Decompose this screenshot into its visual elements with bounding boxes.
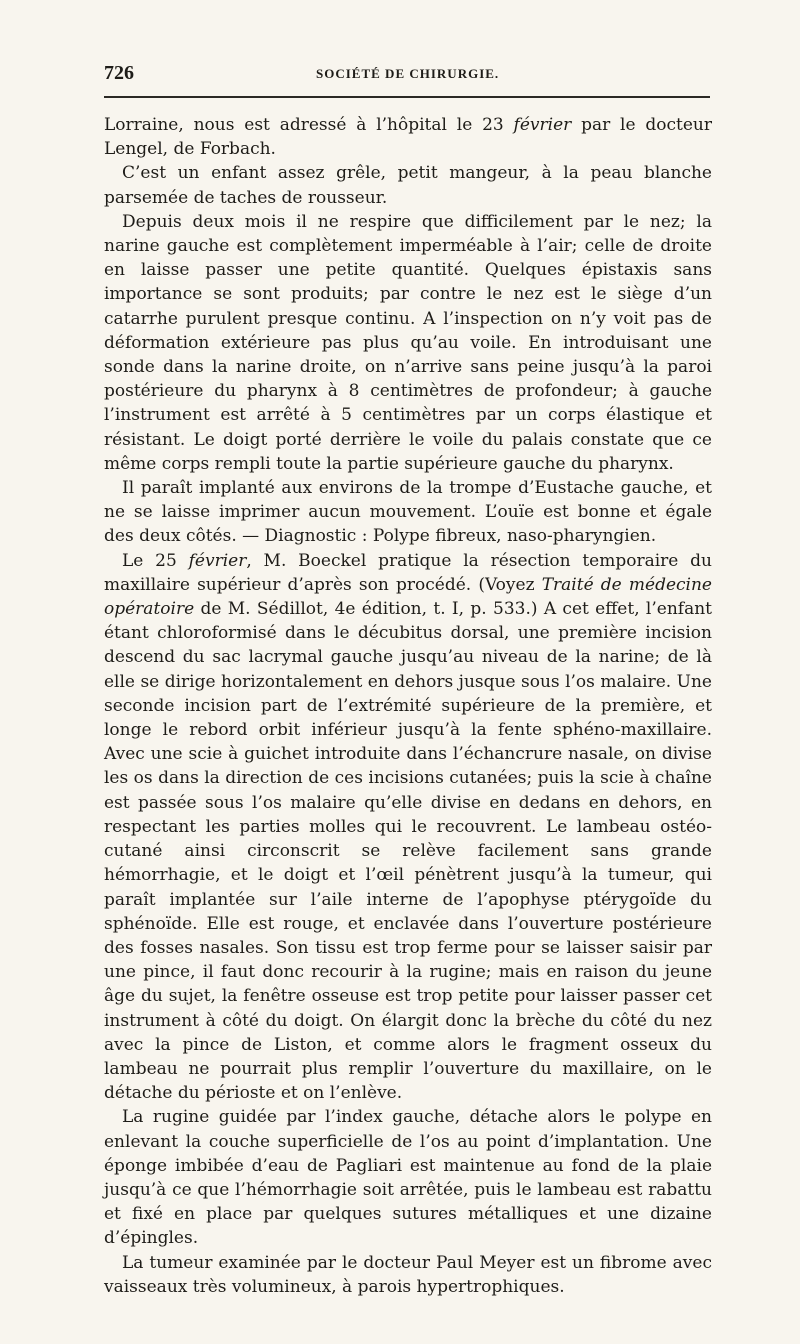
- paragraph-2-text: C’est un enfant assez grêle, petit mangeur, à la peau blanche parsemée de taches de rousseur.: [104, 163, 712, 208]
- book-title-italic: Traité de médecine opératoire: [104, 574, 712, 620]
- paragraph-4-text: Il paraît implanté aux environs de la trompe d’Eustache gauche, et ne se laisse imprimer aucun mouvement. L’ouïe est bonne et égale des deux côtés. — Diagnostic : Polype fibreux, naso-pharyngien.: [104, 478, 712, 547]
- paragraph-1: [104, 113, 712, 161]
- paragraph-1-text-end: par le docteur Lengel, de Forbach.: [104, 115, 712, 160]
- paragraph-6-text: La rugine guidée par l’index gauche, détache alors le polype en enlevant la couche superficielle de l’os au point d’implantation. Une éponge imbibée d’eau de Pagliari est maintenue au fond de la plaie jusqu’à ce que l’hémorrhagie soit arrêtée, puis le lambeau est rabattu et fixé en place par quelques sutures métalliques et une dizaine d’épingles.: [104, 1107, 712, 1249]
- article-body: [104, 113, 712, 1299]
- paragraph-5-text-end: de M. Sédillot, 4e édition, t. I, p. 533.) A cet effet, l’enfant étant chloroformisé dans le décubitus dorsal, une première incision descend du sac lacrymal gauche jusqu’au niveau de la narine; de là elle se dirige horizontalement en dehors jusque sous l’os malaire. Une seconde incision part de l’extrémité supérieure de la première, et longe le rebord orbit inférieur jusqu’à la fente sphéno-maxillaire. Avec une scie à guichet introduite dans l’échancrure nasale, on divise les os dans la direction de ces incisions cutanées; puis la scie à chaîne est passée sous l’os malaire qu’elle divise en dedans en dehors, en respectant les parties molles qui le recouvrent. Le lambeau ostéo-cutané ainsi circonscrit se relève facilement sans grande hémorrhagie, et le doigt et l’œil pénètrent jusqu’à la tumeur, qui paraît implantée sur l’aile interne de l’apophyse ptérygoïde du sphénoïde. Elle est rouge, et enclavée dans l’ouverture postérieure des fosses nasales. Son tissu est trop ferme pour se laisser saisir par une pince, il faut donc recourir à la rugine; mais en raison du jeune âge du sujet, la fenêtre osseuse est trop petite pour laisser passer cet instrument à côté du doigt. On élargit donc la brèche du côté du nez avec la pince de Liston, et comme alors le fragment osseux du lambeau ne pourrait plus remplir l’ouverture du maxillaire, on le détache du périoste et on l’enlève.: [104, 599, 712, 1104]
- paragraph-6: [104, 1105, 712, 1250]
- paragraph-5-text-mid: , M. Boeckel pratique la résection temporaire du maxillaire supérieur d’après son procédé. (Voyez: [104, 550, 712, 595]
- paragraph-3: [104, 210, 712, 476]
- paragraph-2: [104, 161, 712, 209]
- date-fevrier-italic: février: [513, 115, 572, 135]
- paragraph-1-text: Lorraine, nous est adressé à l’hôpital le 23: [104, 115, 514, 135]
- paragraph-5: [104, 549, 712, 1106]
- running-title: SOCIÉTÉ DE CHIRURGIE.: [316, 66, 500, 81]
- header-rule: [104, 96, 710, 98]
- page-header: [104, 62, 712, 86]
- date-fevrier-italic: février: [188, 550, 247, 571]
- paragraph-7: [104, 1251, 712, 1299]
- paragraph-4: [104, 476, 712, 549]
- page-number: 726: [104, 62, 134, 84]
- paragraph-3-text: Depuis deux mois il ne respire que difficilement par le nez; la narine gauche est complètement imperméable à l’air; celle de droite en laisse passer une petite quantité. Quelques épistaxis sans importance se sont produits; par contre le nez est le siège d’un catarrhe purulent presque continu. A l’inspection on n’y voit pas de déformation extérieure pas plus qu’au voile. En introduisant une sonde dans la narine droite, on n’arrive sans peine jusqu’à la paroi postérieure du pharynx à 8 centimètres de profondeur; à gauche l’instrument est arrêté à 5 centimètres par un corps élastique et résistant. Le doigt porté derrière le voile du palais constate que ce même corps rempli toute la partie supérieure gauche du pharynx.: [104, 211, 712, 474]
- paragraph-5-text: Le 25: [122, 550, 189, 571]
- paragraph-7-text: La tumeur examinée par le docteur Paul Meyer est un fibrome avec vaisseaux très volumineux, à parois hypertrophiques.: [104, 1252, 712, 1297]
